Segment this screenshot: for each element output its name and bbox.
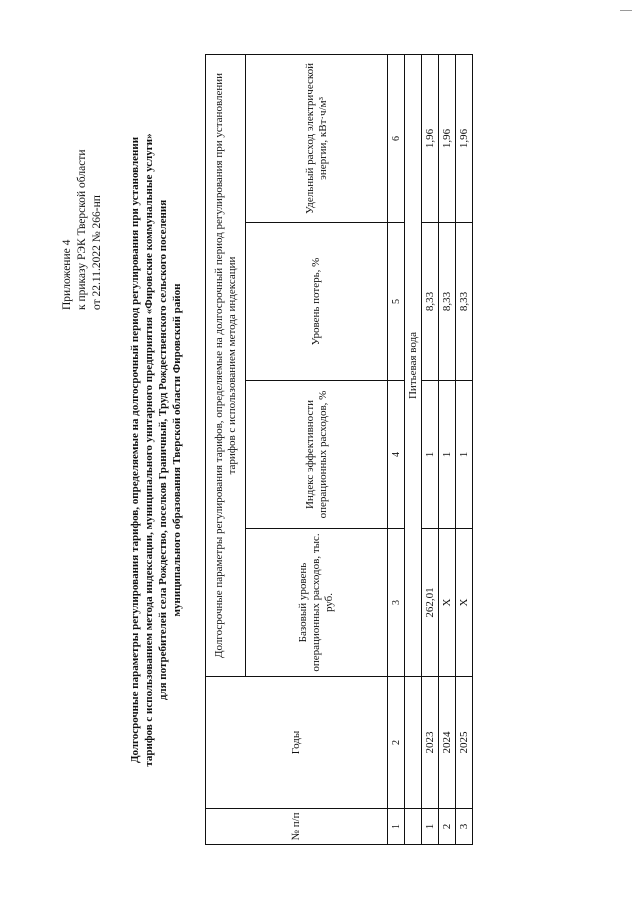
section-title: Питьевая вода	[405, 54, 422, 676]
header-losses: Уровень потерь, %	[246, 223, 388, 381]
row-num: 1	[422, 809, 439, 845]
column-number: 6	[388, 54, 405, 222]
column-number-row	[388, 54, 405, 844]
section-spacer	[405, 809, 422, 845]
row-year: 2024	[439, 677, 456, 809]
section-spacer	[405, 677, 422, 809]
title-line-4: муниципального образования Тверской области Фировский район	[171, 283, 183, 617]
row-losses: 8,33	[456, 223, 473, 381]
rotated-document-page	[0, 15, 620, 875]
title-line-3: для потребителей села Рождество, поселков Граничный, Труд Рождественского сельского поселения	[157, 199, 169, 701]
table-row	[422, 54, 439, 844]
row-base-level: 262,01	[422, 529, 439, 677]
document-title	[128, 55, 184, 845]
table-row	[439, 54, 456, 844]
header-group: Долгосрочные параметры регулирования тарифов, определяемые на долгосрочный период регулирования при установлении тарифов с использованием метода индексации	[206, 54, 246, 676]
header-energy: Удельный расход электрической энергии, кВт·ч/м³	[246, 54, 388, 222]
scan-edge-mark	[620, 10, 632, 11]
row-num: 2	[439, 809, 456, 845]
row-energy: 1,96	[456, 54, 473, 222]
column-number: 3	[388, 529, 405, 677]
title-line-1: Долгосрочные параметры регулирования тарифов, определяемые на долгосрочный период регулирования при установлении	[129, 136, 141, 764]
column-number: 5	[388, 223, 405, 381]
column-number: 4	[388, 381, 405, 529]
row-year: 2025	[456, 677, 473, 809]
title-line-2: тарифов с использованием метода индексации, муниципального унитарного предприятия «Фировские коммунальные услуги»	[143, 133, 155, 767]
header-num: № п/п	[206, 809, 388, 845]
row-num: 3	[456, 809, 473, 845]
row-energy: 1,96	[439, 54, 456, 222]
row-year: 2023	[422, 677, 439, 809]
row-base-level: Х	[456, 529, 473, 677]
row-efficiency: 1	[439, 381, 456, 529]
section-row	[405, 54, 422, 844]
row-losses: 8,33	[439, 223, 456, 381]
appendix-line-2: к приказу РЭК Тверской области	[76, 149, 88, 310]
table-row	[456, 54, 473, 844]
row-base-level: Х	[439, 529, 456, 677]
row-energy: 1,96	[422, 54, 439, 222]
parameters-table	[205, 54, 473, 845]
column-number: 1	[388, 809, 405, 845]
row-efficiency: 1	[422, 381, 439, 529]
appendix-line-3: от 22.11.2022 № 266-нп	[91, 195, 103, 310]
header-efficiency: Индекс эффективности операционных расходов, %	[246, 381, 388, 529]
row-losses: 8,33	[422, 223, 439, 381]
header-base-level: Базовый уровень операционных расходов, тыс. руб.	[246, 529, 388, 677]
row-efficiency: 1	[456, 381, 473, 529]
header-years: Годы	[206, 677, 388, 809]
appendix-line-1: Приложение 4	[61, 239, 73, 310]
column-number: 2	[388, 677, 405, 809]
appendix-note	[60, 20, 105, 310]
